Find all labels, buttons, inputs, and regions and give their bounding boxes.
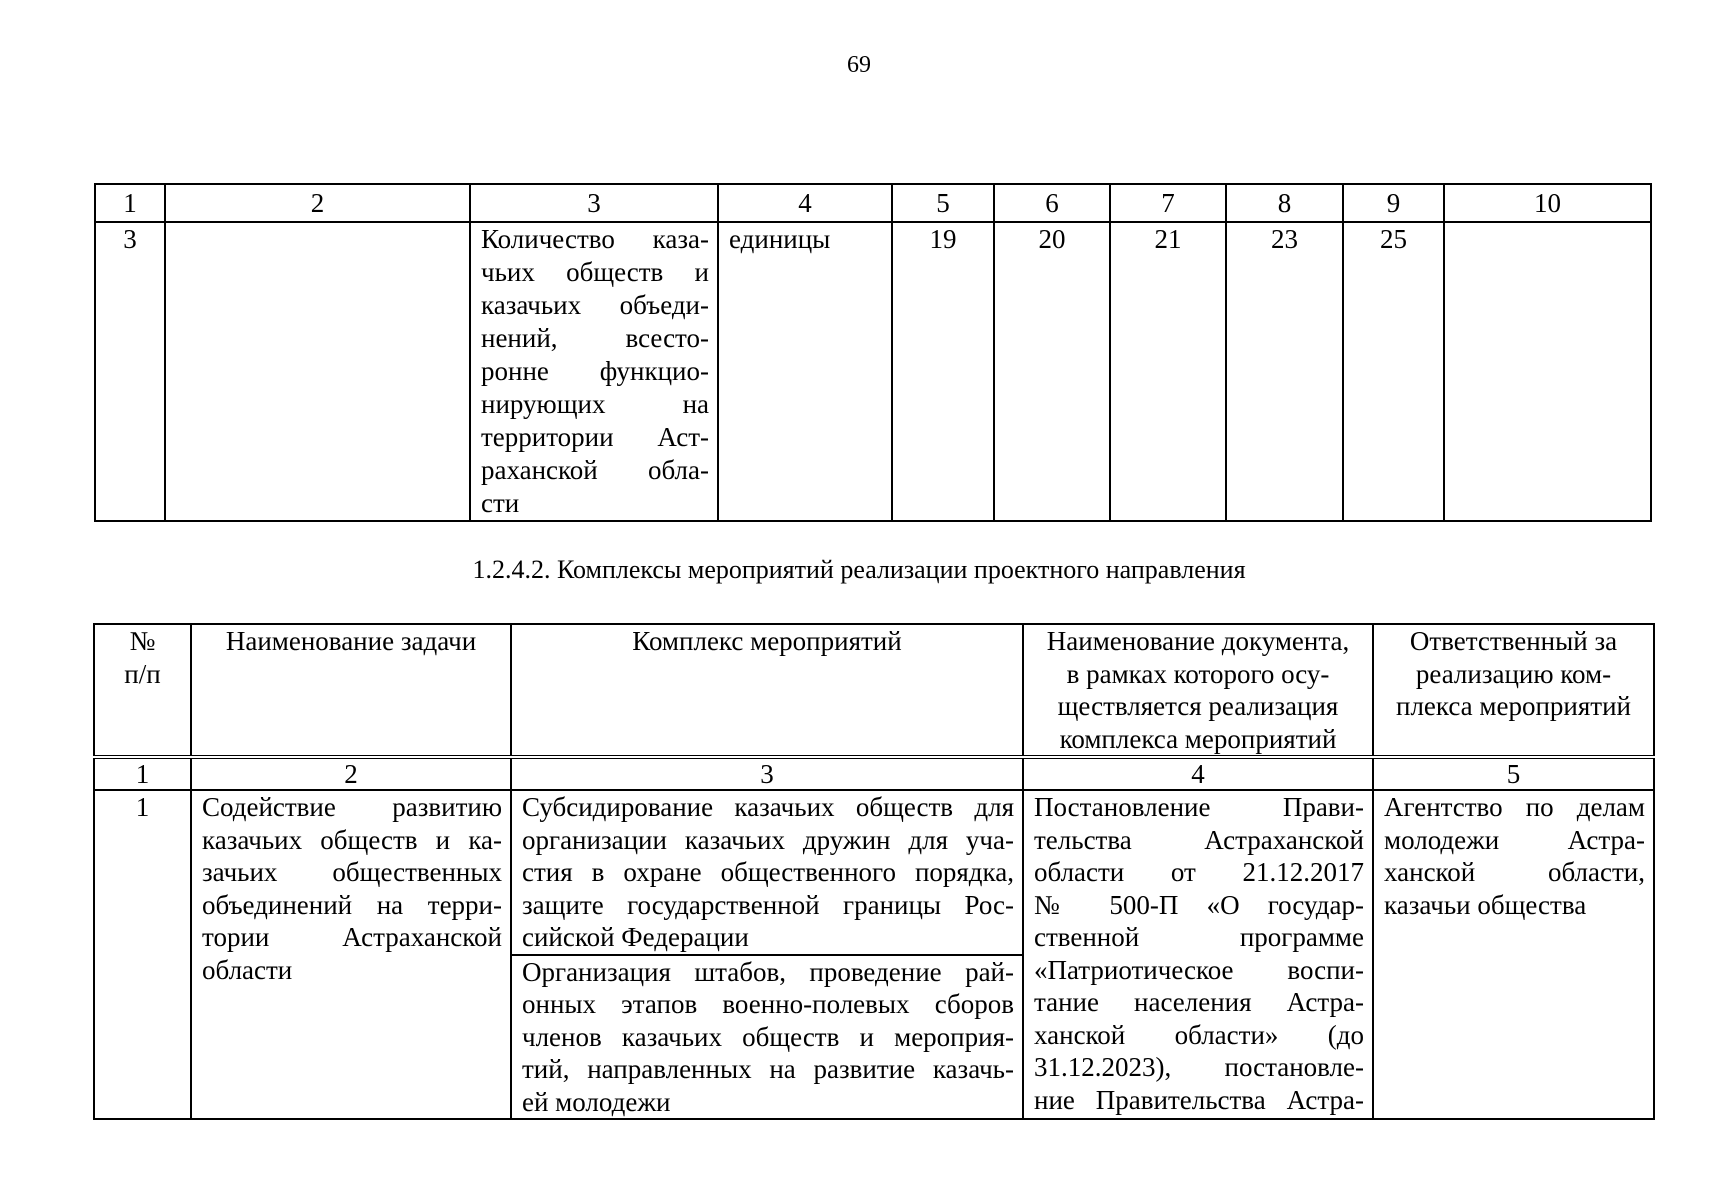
text-line: территории Аст- (481, 422, 709, 452)
column-number: 5 (892, 184, 994, 222)
header-line: ществляется реализация (1057, 691, 1339, 721)
column-number: 4 (718, 184, 892, 222)
value-cell: 23 (1226, 222, 1343, 521)
value-cell: 25 (1343, 222, 1444, 521)
text-line: раханской обла- (481, 455, 709, 485)
column-number: 1 (95, 184, 165, 222)
text-line: ханской области, (1384, 857, 1645, 887)
measures-cell (511, 790, 1023, 1119)
value-cell (1444, 222, 1651, 521)
text-line: нений, всесто- (481, 323, 709, 353)
column-number: 1 (94, 757, 191, 790)
text-line: казачьи общества (1384, 889, 1587, 920)
text-line: № 500-П «О государ- (1034, 889, 1364, 920)
header-task: Наименование задачи (191, 624, 511, 757)
column-number: 2 (191, 757, 511, 790)
text-line: ей молодежи (522, 1086, 671, 1117)
responsible-cell (1373, 790, 1654, 1119)
text-line: тий, направленных на развитие казачь- (522, 1054, 1014, 1084)
text-line: Содействие развитию (202, 792, 502, 822)
text-line: сийской Федерации (522, 922, 749, 952)
text-line: организации казачьих дружин для уча- (522, 824, 1014, 855)
row-number: 1 (94, 790, 191, 1119)
text-line: онных этапов военно-полевых сборов (522, 989, 1014, 1019)
text-line: защите государственной границы Рос- (522, 889, 1014, 920)
unit-cell: единицы (718, 222, 892, 521)
column-number: 7 (1110, 184, 1226, 222)
text-line: «Патриотическое воспи- (1034, 954, 1364, 985)
text-line: членов казачьих обществ и мероприя- (522, 1021, 1014, 1052)
task-cell (165, 222, 470, 521)
table-row (95, 222, 1651, 521)
text-line: нирующих на (481, 389, 709, 419)
header-line: комплекса мероприятий (1059, 723, 1337, 754)
text-line: Количество каза- (481, 224, 709, 254)
text-line: сти (481, 488, 520, 518)
column-number: 3 (511, 757, 1023, 790)
text-line: 31.12.2023), постановле- (1034, 1052, 1364, 1082)
text-line: тельства Астраханской (1034, 824, 1364, 855)
header-line: в рамках которого осу- (1066, 658, 1330, 689)
text-line: Агентство по делам (1384, 792, 1645, 822)
table-header-row (94, 624, 1654, 757)
column-number: 5 (1373, 757, 1654, 790)
column-number: 4 (1023, 757, 1373, 790)
task-cell (191, 790, 511, 1119)
text-line: стия в охране общественного порядка, (522, 857, 1014, 887)
text-line: чьих обществ и (481, 257, 709, 287)
measure-1 (522, 791, 1014, 954)
column-number: 10 (1444, 184, 1651, 222)
column-number: 6 (994, 184, 1110, 222)
measures-table (93, 623, 1655, 1120)
text-line: области (202, 954, 293, 985)
row-number: 3 (95, 222, 165, 521)
column-number-row (94, 757, 1654, 790)
header-line: Наименование документа, (1046, 626, 1350, 656)
indicators-table (94, 183, 1652, 522)
document-cell (1023, 790, 1373, 1119)
text-line: ние Правительства Астра- (1034, 1084, 1364, 1115)
text-line: ханской области» (до (1034, 1019, 1364, 1050)
header-complex: Комплекс мероприятий (511, 624, 1023, 757)
header-line: плекса мероприятий (1396, 691, 1631, 721)
header-line: Ответственный за (1409, 626, 1618, 656)
value-cell: 20 (994, 222, 1110, 521)
table-header-row (95, 184, 1651, 222)
header-num (94, 624, 191, 757)
header-document (1023, 624, 1373, 757)
text-line: молодежи Астра- (1384, 824, 1645, 855)
text-line: тание населения Астра- (1034, 987, 1364, 1017)
indicator-cell (470, 222, 718, 521)
text-line: зачьих общественных (202, 857, 502, 887)
text-line: ронне функцио- (481, 356, 709, 386)
text-line: казачьих обществ и ка- (202, 824, 502, 855)
text-line: ственной программе (1034, 922, 1364, 952)
table-row (94, 790, 1654, 1119)
column-number: 9 (1343, 184, 1444, 222)
text-line: Организация штабов, проведение рай- (522, 956, 1014, 987)
header-responsible (1373, 624, 1654, 757)
section-title: 1.2.4.2. Комплексы мероприятий реализации проектного направления (472, 555, 1246, 584)
text-line: Постановление Прави- (1034, 792, 1364, 822)
text-line: области от 21.12.2017 (1034, 857, 1364, 887)
column-number: 2 (165, 184, 470, 222)
page-number: 69 (847, 52, 871, 78)
value-cell: 21 (1110, 222, 1226, 521)
measure-2 (512, 954, 1022, 1119)
text-line: тории Астраханской (202, 922, 502, 952)
column-number: 8 (1226, 184, 1343, 222)
value-cell: 19 (892, 222, 994, 521)
header-line: № (129, 626, 156, 656)
text-line: объединений на терри- (202, 889, 502, 920)
text-line: казачьих объеди- (481, 290, 709, 320)
column-number: 3 (470, 184, 718, 222)
header-line: п/п (124, 658, 161, 689)
header-line: реализацию ком- (1415, 658, 1612, 689)
text-line: Субсидирование казачьих обществ для (522, 792, 1014, 822)
